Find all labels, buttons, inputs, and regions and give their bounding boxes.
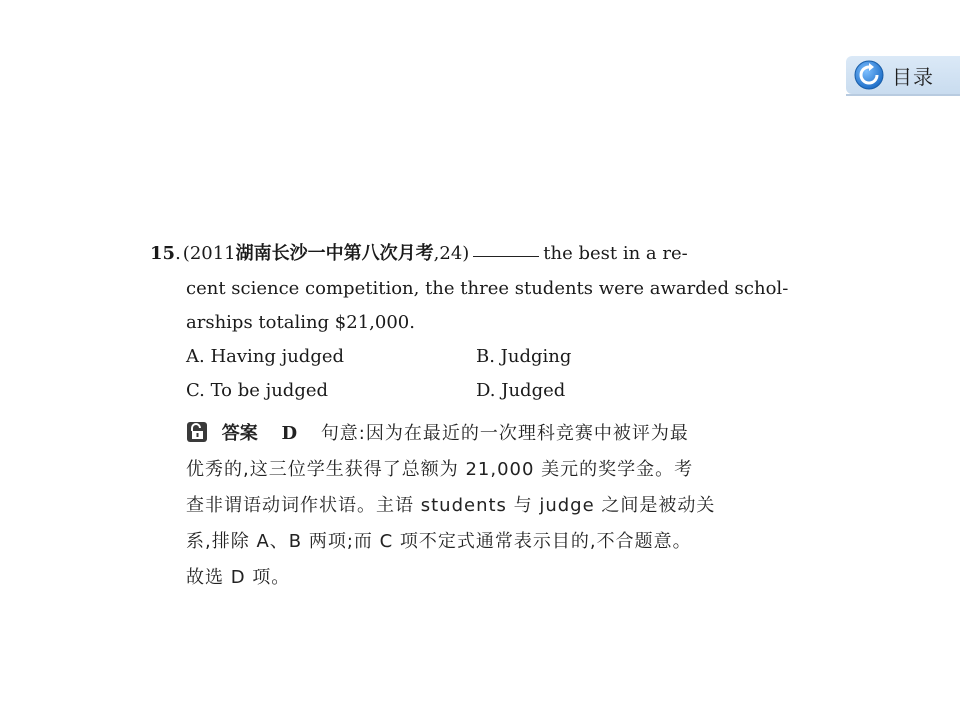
options (150, 340, 790, 408)
question-line3: arships totaling $21,000. (186, 312, 415, 333)
question-header (150, 236, 790, 272)
explanation-line3: 查非谓语动词作状语。主语 students 与 judge 之间是被动关 (186, 495, 716, 516)
option-a[interactable]: A. Having judged (186, 346, 345, 367)
question-block (150, 236, 790, 596)
question-source-close: ,24) (433, 243, 470, 264)
question-dot: . (175, 243, 181, 264)
explanation-line4: 系,排除 A、B 两项;而 C 项不定式通常表示目的,不合题意。 (186, 531, 692, 552)
option-c[interactable]: C. To be judged (186, 380, 329, 401)
answer-letter: D (281, 423, 298, 444)
question-source-open: (2011 (182, 243, 236, 264)
answer-blank (473, 236, 539, 257)
explanation-line5: 故选 D 项。 (186, 567, 291, 588)
question-line1-tail: the best in a re- (543, 243, 688, 264)
explanation-line2: 优秀的,这三位学生获得了总额为 21,000 美元的奖学金。考 (186, 459, 694, 480)
option-d[interactable]: D. Judged (476, 380, 566, 401)
answer-block (150, 416, 790, 596)
question-line2: cent science competition, the three students were awarded schol- (186, 278, 789, 299)
question-source: 湖南长沙一中第八次月考 (235, 243, 434, 264)
refresh-circle-icon (854, 60, 884, 90)
toc-label: 目录 (892, 64, 934, 89)
question-number: 15 (150, 243, 176, 264)
option-b[interactable]: B. Judging (476, 346, 572, 367)
answer-label: 答案 (221, 423, 258, 444)
explanation-line1: 句意:因为在最近的一次理科竞赛中被评为最 (320, 423, 689, 444)
unlock-icon (186, 421, 208, 443)
toc-button[interactable] (846, 56, 960, 94)
